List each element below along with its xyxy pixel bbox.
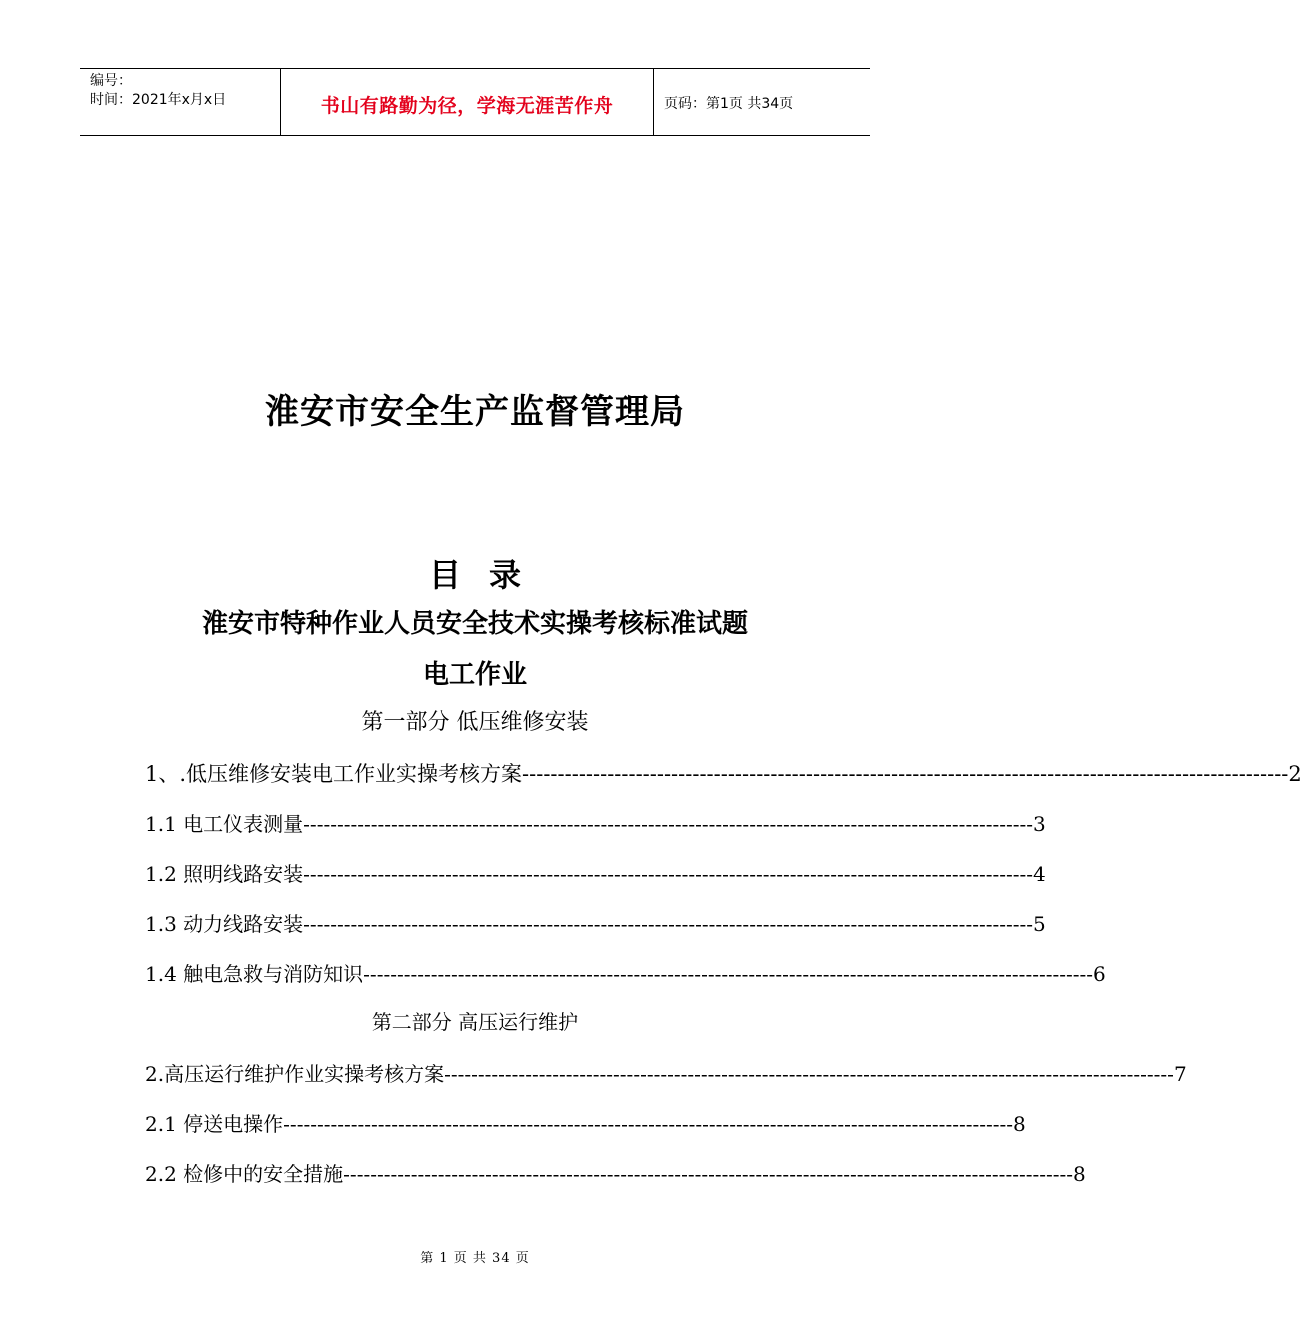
toc-entry[interactable] [145,908,1046,937]
header-page-info: 页码：第1页 共34页 [664,96,794,112]
toc-entry-label: 1.4 触电急救与消防知识 [145,962,364,986]
toc-leader: ------------------------------------------------------------------------------------------------------------ [303,912,1034,936]
toc-entry[interactable] [145,958,1106,987]
toc-leader: ------------------------------------------------------------------------------------------------------------ [283,1112,1014,1136]
document-subtitle-category: 电工作业 [422,660,527,690]
number-label: 编号： [90,73,132,89]
toc-entry-page: 5 [1033,912,1046,936]
toc-entry-page: 4 [1033,862,1046,886]
toc-title: 目录 [428,556,549,594]
toc-entry[interactable] [145,758,1302,788]
toc-leader: ------------------------------------------------------------------------------------------------------------ [363,962,1094,986]
page-header [80,68,870,136]
document-subtitle: 淮安市特种作业人员安全技术实操考核标准试题 [201,609,748,639]
toc-entry-page: 6 [1093,962,1106,986]
header-motto: 书山有路勤为径，学海无涯苦作舟 [281,69,654,135]
toc-entry-page: 3 [1033,812,1046,836]
header-meta [80,69,281,135]
part-one-title: 第一部分 低压维修安装 [361,710,589,735]
page-footer: 第 1 页 共 34 页 [420,1251,530,1266]
toc-entry-label: 1.1 电工仪表测量 [145,812,304,836]
toc-leader: ------------------------------------------------------------------------------------------------------------ [522,762,1289,786]
toc-entry-page: 2 [1288,762,1302,786]
toc-leader: ------------------------------------------------------------------------------------------------------------ [343,1162,1074,1186]
part-two-title: 第二部分 高压运行维护 [371,1010,579,1034]
toc-entry[interactable] [145,858,1046,887]
toc-entry-page: 7 [1173,1062,1187,1086]
toc-entry-label: 2.2 检修中的安全措施 [145,1162,344,1186]
toc-entry-page: 8 [1073,1162,1086,1186]
toc-entry-page: 8 [1013,1112,1026,1136]
toc-entry-label: 1.3 动力线路安装 [145,912,304,936]
toc-leader: ------------------------------------------------------------------------------------------------------------ [444,1062,1174,1086]
toc-entry[interactable] [145,808,1046,837]
toc-entry-label: 1、.低压维修安装电工作业实操考核方案 [145,762,523,786]
toc-leader: ------------------------------------------------------------------------------------------------------------ [303,862,1034,886]
toc-leader: ------------------------------------------------------------------------------------------------------------ [303,812,1034,836]
org-title: 淮安市安全生产监督管理局 [265,392,685,432]
time-label: 时间：2021年x月x日 [90,92,227,108]
toc-entry[interactable] [145,1108,1026,1137]
toc-entry[interactable] [145,1058,1187,1087]
toc-entry-label: 1.2 照明线路安装 [145,862,304,886]
toc-entry-label: 2.高压运行维护作业实操考核方案 [145,1062,445,1086]
toc-entry-label: 2.1 停送电操作 [145,1112,284,1136]
toc-entry[interactable] [145,1158,1086,1187]
